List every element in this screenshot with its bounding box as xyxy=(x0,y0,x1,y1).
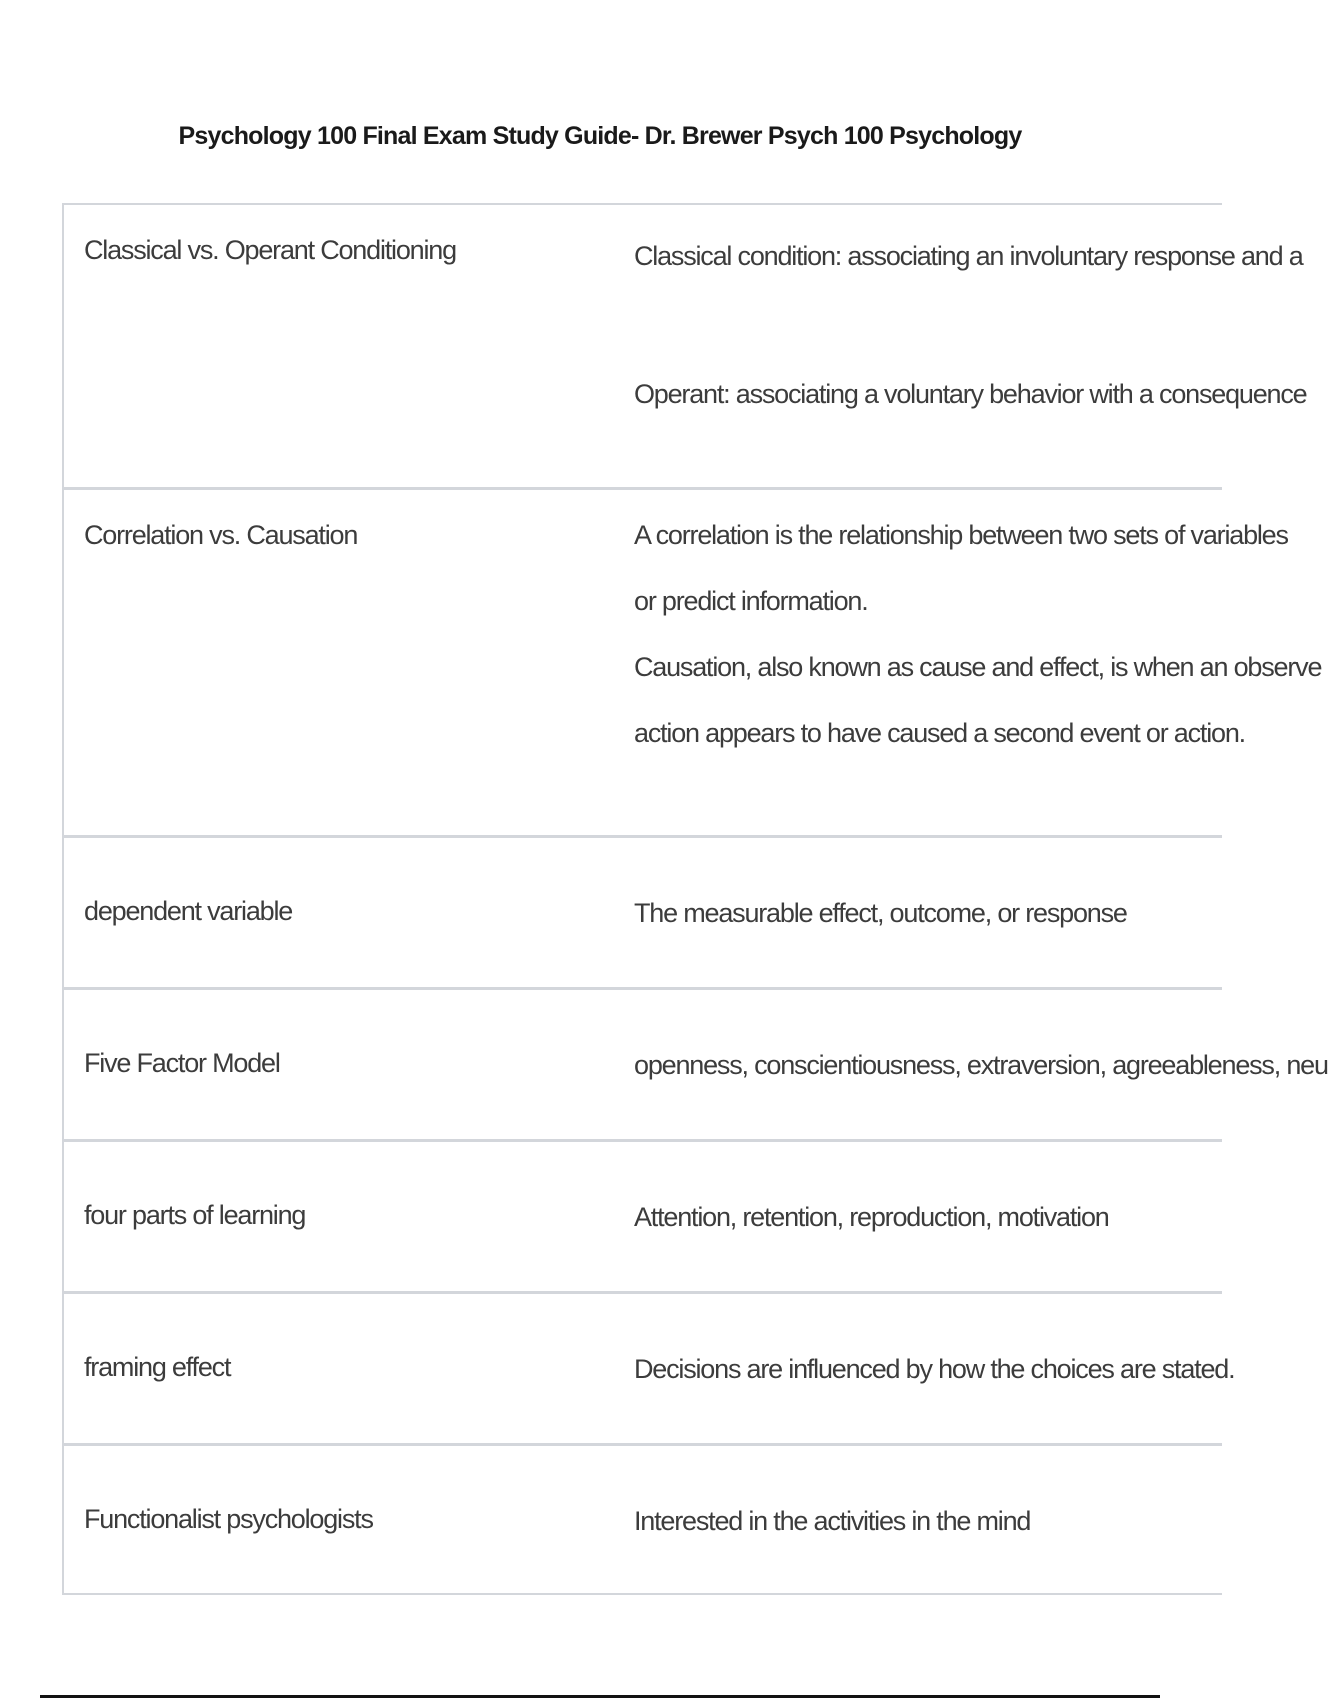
definition-cell xyxy=(634,1184,1109,1250)
table-row xyxy=(64,1291,1235,1443)
term-cell: Five Factor Model xyxy=(84,1048,280,1078)
definition-cell xyxy=(634,1488,1030,1554)
table-row xyxy=(64,1139,1222,1291)
definition-line: openness, conscientiousness, extraversion, agreeableness, neu xyxy=(634,1050,1328,1080)
definition-line: action appears to have caused a second event or action. xyxy=(634,718,1245,748)
term-cell: Correlation vs. Causation xyxy=(84,520,358,550)
definition-line: Operant: associating a voluntary behavior with a consequence xyxy=(634,379,1307,409)
term-cell: Classical vs. Operant Conditioning xyxy=(84,235,456,265)
term-cell: Functionalist psychologists xyxy=(84,1504,373,1534)
definition-line: Classical condition: associating an involuntary response and a xyxy=(634,241,1303,271)
definition-cell xyxy=(634,229,1306,427)
definition-line: The measurable effect, outcome, or response xyxy=(634,898,1127,928)
table-row xyxy=(64,487,1322,835)
definition-cell xyxy=(634,880,1127,946)
definition-line: Causation, also known as cause and effect, is when an observe xyxy=(634,652,1322,682)
flashcard-table xyxy=(62,203,1328,1595)
table-row xyxy=(64,205,1307,487)
term-cell: four parts of learning xyxy=(84,1200,306,1230)
document-title: Psychology 100 Final Exam Study Guide- Dr. Brewer Psych 100 Psychology xyxy=(178,122,1022,150)
term-cell: framing effect xyxy=(84,1352,231,1382)
table-row xyxy=(64,835,1222,987)
definition-line: Attention, retention, reproduction, motivation xyxy=(634,1202,1109,1232)
definition-line: or predict information. xyxy=(634,586,868,616)
page-divider xyxy=(40,1695,1160,1698)
definition-cell xyxy=(634,1032,1328,1098)
definition-line: Interested in the activities in the mind xyxy=(634,1506,1031,1536)
table-row xyxy=(64,987,1328,1139)
table-row xyxy=(64,1443,1222,1593)
term-cell: dependent variable xyxy=(84,896,293,926)
definition-line: A correlation is the relationship between two sets of variables xyxy=(634,520,1288,550)
definition-cell xyxy=(634,1336,1234,1402)
definition-cell xyxy=(634,502,1321,766)
definition-line: Decisions are influenced by how the choices are stated. xyxy=(634,1354,1235,1384)
